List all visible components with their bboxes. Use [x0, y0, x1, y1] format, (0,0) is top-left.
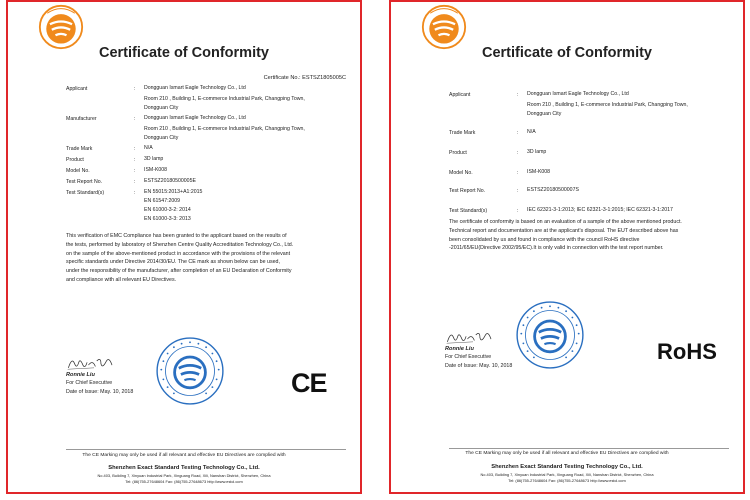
footer-note: The CE Marking may only be used if all relevant and effective EU Directives are complied with	[82, 453, 286, 458]
model-label: Model No.	[66, 168, 90, 174]
date-of-issue: Date of Issue: May. 10, 2018	[445, 362, 513, 369]
test-report-label: Test Report No.	[449, 188, 486, 194]
trade-mark-label: Trade Mark	[66, 146, 93, 152]
est-logo-icon	[421, 4, 467, 50]
trade-mark-label: Trade Mark	[449, 130, 476, 136]
applicant-value: Dongguan Ismart Eagle Technology Co., Ltd Room 210 , Building 1, E-commerce Industrial Park, Changping Town, Dongguan City	[144, 85, 305, 111]
footer-address: No.403, Building 7, Xinyuan Industrial Park, Xinguang Road, Xili, Nanshan District, Shenzhen, China	[480, 472, 654, 477]
date-of-issue: Date of Issue: May. 10, 2018	[66, 388, 134, 395]
certificate-title: Certificate of Conformity	[99, 45, 269, 61]
applicant-label: Applicant	[66, 86, 88, 92]
test-standards-value: IEC 62321-3-1:2013; IEC 62321-3-1:2015; IEC 62321-3-1:2017	[527, 207, 673, 213]
signature-icon	[445, 328, 501, 346]
signature-block	[66, 354, 133, 396]
ce-mark: CE	[291, 368, 327, 398]
ce-certificate: Certificate of Conformity Certificate No.: ESTSZ1805005C Applicant : Dongguan Ismart Eagle Technology Co., Ltd Room 210 , Building 1, E-commerce Industrial Park, Changping Town, Dongguan City Manufacturer : Dongguan Ismart Eagle Technology Co., Ltd Room 210 , Building 1, E-commerce Industrial Park, Changping Town, Dongguan City Trade Mark : N/A Product : 3D lamp Model No. : ISM-K008 Test Report No. : ESTSZ20180500005E Test Standard(s) : EN 55015:2013+A1:2015 EN 61547:2009 EN 61000-3-2: 2014 EN 61000-3-3: 2013 This verification of EMC Compliance has been granted to the applicant based on the results of the tests, performed by laboratory of Shenzhen Centre Quality Accreditation Technology Co., Ltd. on the sample of the above-mentioned product in accordance with the provisions of the relevant specific standards under Directive 2014/30/EU. The CE mark as shown below can be used, under the responsibility of the manufacturer, after completion of an EU Declaration of Conformity and compliance with all relevant EU Directives. Ronnie Liu For Chief Executive Date of Issue: May. 10, 2018 CE The CE Marking may only be used if all relevant and effective EU Directives are complied with Shenzhen Exact Standard Testing Technology Co., Ltd. No.403, Building 7, Xinyuan Industrial Park, Xinguang Road, Xili, Nanshan District, Shenzhen, China Tel: (86)755-27648604 Fax: (86)755-27648673 http://www.estcl.com	[6, 0, 362, 494]
rohs-mark: RoHS	[657, 339, 717, 364]
rohs-certificate: Certificate of Conformity Applicant : Dongguan Ismart Eagle Technology Co., Ltd Room 210 , Building 1, E-commerce Industrial Park, Changping Town, Dongguan City Trade Mark : N/A Product : 3D lamp Model No. : ISM-K008 Test Report No. : ESTSZ20180500007S Test Standard(s) : IEC 62321-3-1:2013; IEC 62321-3-1:2015; IEC 62321-3-1:2017 The certificate of conformity is based on an evaluation of a sample of the above mentioned product. Technical report and documentation are at the applicant's disposal. The EUT described above has been consolidated by us and found in compliance with the council RoHS directive -2011/65/EU(Directive 2002/95/EC).It is only valid in connection with the test report number. Ronnie Liu For Chief Executive Date of Issue: May. 10, 2018 RoHS The CE Marking may only be used if all relevant and effective EU Directives are complied with Shenzhen Exact Standard Testing Technology Co., Ltd. No.403, Building 7, Xinyuan Industrial Park, Xinguang Road, Xili, Nanshan District, Shenzhen, China Tel: (86)755-27648604 Fax: (86)755-27648673 http://www.estcl.com	[389, 0, 745, 494]
signatory-role: For Chief Executive	[66, 380, 113, 386]
test-standards-label: Test Standard(s)	[66, 190, 105, 196]
footer-note: The CE Marking may only be used if all relevant and effective EU Directives are complied with	[465, 451, 669, 456]
trade-mark-value: N/A	[527, 129, 536, 135]
manufacturer-value: Dongguan Ismart Eagle Technology Co., Ltd Room 210 , Building 1, E-commerce Industrial Park, Changping Town, Dongguan City	[144, 115, 305, 141]
product-value: 3D lamp	[144, 156, 164, 162]
signature-icon	[66, 354, 122, 372]
model-value: ISM-K008	[527, 169, 551, 175]
footer-rule	[66, 449, 346, 450]
company-stamp-icon	[155, 336, 225, 406]
company-stamp-icon	[515, 300, 585, 370]
certificate-number: Certificate No.: ESTSZ1805005C	[263, 75, 346, 81]
manufacturer-label: Manufacturer	[66, 116, 97, 122]
signatory-role: For Chief Executive	[445, 354, 492, 360]
signature-block	[445, 328, 512, 370]
test-report-value: ESTSZ20180500007S	[527, 187, 579, 193]
trade-mark-value: N/A	[144, 145, 153, 151]
certificate-statement: This verification of EMC Compliance has been granted to the applicant based on the results of the tests, performed by laboratory of Shenzhen Centre Quality Accreditation Technology Co., Ltd. on the sample of the above-mentioned product in accordance with the provisions of the relevant specific standards under Directive 2014/30/EU. The CE mark as shown below can be used, under the responsibility of the manufacturer, after completion of an EU Declaration of Conformity and compliance with all relevant EU Directives.	[66, 233, 294, 283]
footer-contact: Tel: (86)755-27648604 Fax: (86)755-27648673 http://www.estcl.com	[125, 479, 243, 484]
certificate-statement: The certificate of conformity is based on an evaluation of a sample of the above mentioned product. Technical report and documentation are at the applicant's disposal. The EUT described above has been consolidated by us and found in compliance with the council RoHS directive -2011/65/EU(Directive 2002/95/EC).It is only valid in connection with the test report number.	[449, 219, 682, 252]
footer-contact: Tel: (86)755-27648604 Fax: (86)755-27648673 http://www.estcl.com	[508, 478, 626, 483]
test-standards-value: EN 55015:2013+A1:2015 EN 61547:2009 EN 61000-3-2: 2014 EN 61000-3-3: 2013	[144, 189, 203, 222]
model-label: Model No.	[449, 170, 473, 176]
footer-company: Shenzhen Exact Standard Testing Technology Co., Ltd.	[491, 464, 643, 470]
applicant-value: Dongguan Ismart Eagle Technology Co., Ltd Room 210 , Building 1, E-commerce Industrial Park, Changping Town, Dongguan City	[527, 91, 688, 117]
signatory-name: Ronnie Liu	[66, 372, 95, 378]
model-value: ISM-K008	[144, 167, 168, 173]
footer-rule	[449, 448, 729, 449]
footer-address: No.403, Building 7, Xinyuan Industrial Park, Xinguang Road, Xili, Nanshan District, Shenzhen, China	[97, 473, 271, 478]
certificate-title: Certificate of Conformity	[482, 45, 652, 61]
test-standards-label: Test Standard(s)	[449, 208, 488, 214]
signatory-name: Ronnie Liu	[445, 346, 474, 352]
product-value: 3D lamp	[527, 149, 547, 155]
product-label: Product	[66, 157, 84, 163]
test-report-value: ESTSZ20180500005E	[144, 178, 196, 184]
est-logo-icon	[38, 4, 84, 50]
test-report-label: Test Report No.	[66, 179, 103, 185]
product-label: Product	[449, 150, 467, 156]
footer-company: Shenzhen Exact Standard Testing Technology Co., Ltd.	[108, 465, 260, 471]
applicant-label: Applicant	[449, 92, 471, 98]
